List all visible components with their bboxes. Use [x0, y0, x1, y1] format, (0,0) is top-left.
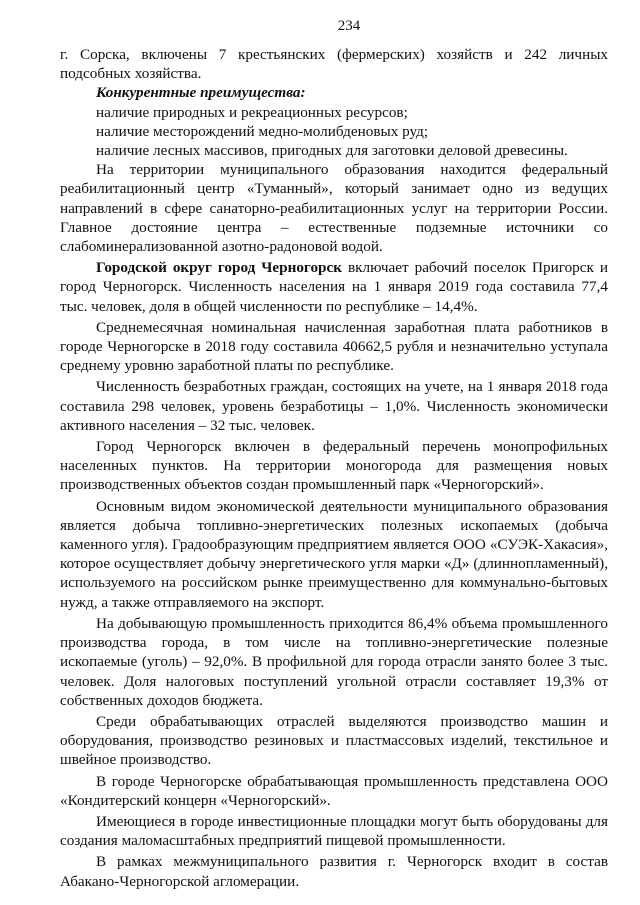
page-number: 234 [337, 18, 361, 34]
paragraph: Численность безработных граждан, состоящих на учете, на 1 января 2018 года составила 298 человек, уровень безработицы – 1,0%. Численность экономически активного населения – 32 тыс. человек. [60, 378, 608, 434]
paragraph: Основным видом экономической деятельности муниципального образования является добыча топливно-энергетических полезных ископаемых (добыча каменного угля). Градообразующим предприятием является ООО «СУЭК-Хакасия», которое осуществляет добычу энергетического угля марки «Д» (длиннопламенный), используемого на российском рынке преимущественно для коммунально-бытовых нужд, а также отправляемого на экспорт. [60, 497, 608, 611]
paragraph: На территории муниципального образования находится федеральный реабилитационный центр «Туманный», который занимает одно из ведущих направлений в сфере санаторно-реабилитационных услуг на территории России. Главное достояние центра – естественные подземные источники со слабоминерализованной азотно-радоновой водой. [60, 161, 608, 256]
paragraph: На добывающую промышленность приходится 86,4% объема промышленного производства города, в том числе на топливно-энергетические полезные ископаемые (уголь) – 92,0%. В профильной для города отрасли занято более 3 тыс. человек. Доля налоговых поступлений угольной отрасли составляет 19,3% от собственных доходов бюджета. [60, 614, 608, 709]
section-heading: Конкурентные преимущества: [96, 84, 306, 102]
list-item: наличие лесных массивов, пригодных для заготовки деловой древесины. [96, 142, 568, 160]
paragraph: Город Черногорск включен в федеральный перечень монопрофильных населенных пунктов. На территории моногорода для размещения новых производственных объектов создан промышленный парк «Черногорский». [60, 438, 608, 494]
paragraph: Среднемесячная номинальная начисленная заработная плата работников в городе Черногорске в 2018 году составила 40662,5 рубля и незначительно уступала среднему уровню заработной платы по республике. [60, 318, 608, 375]
paragraph: Среди обрабатывающих отраслей выделяются производство машин и оборудования, производство резиновых и пластмассовых изделий, текстильное и швейное производство. [60, 712, 608, 769]
list-item: наличие природных и рекреационных ресурсов; [96, 103, 408, 121]
list-item: наличие месторождений медно-молибденовых руд; [96, 122, 429, 140]
paragraph: В рамках межмуниципального развития г. Черногорск входит в состав Абакано-Черногорской агломерации. [60, 853, 608, 890]
paragraph-continuation: г. Сорска, включены 7 крестьянских (фермерских) хозяйств и 242 личных подсобных хозяйства. [60, 46, 608, 83]
paragraph-text: включает рабочий поселок Пригорск и город Черногорск. Численность населения на 1 января 2019 года составила 77,4 тыс. человек, доля в общей численности по республике – 14,4%. [60, 259, 608, 315]
paragraph: Имеющиеся в городе инвестиционные площадки могут быть оборудованы для создания маломасштабных предприятий пищевой промышленности. [60, 812, 608, 850]
paragraph: В городе Черногорске обрабатывающая промышленность представлена ООО «Кондитерский концерн «Черногорский». [60, 772, 608, 809]
page-content [60, 45, 608, 891]
bold-term: Городской округ город Черногорск [96, 259, 342, 277]
paragraph [60, 258, 608, 316]
